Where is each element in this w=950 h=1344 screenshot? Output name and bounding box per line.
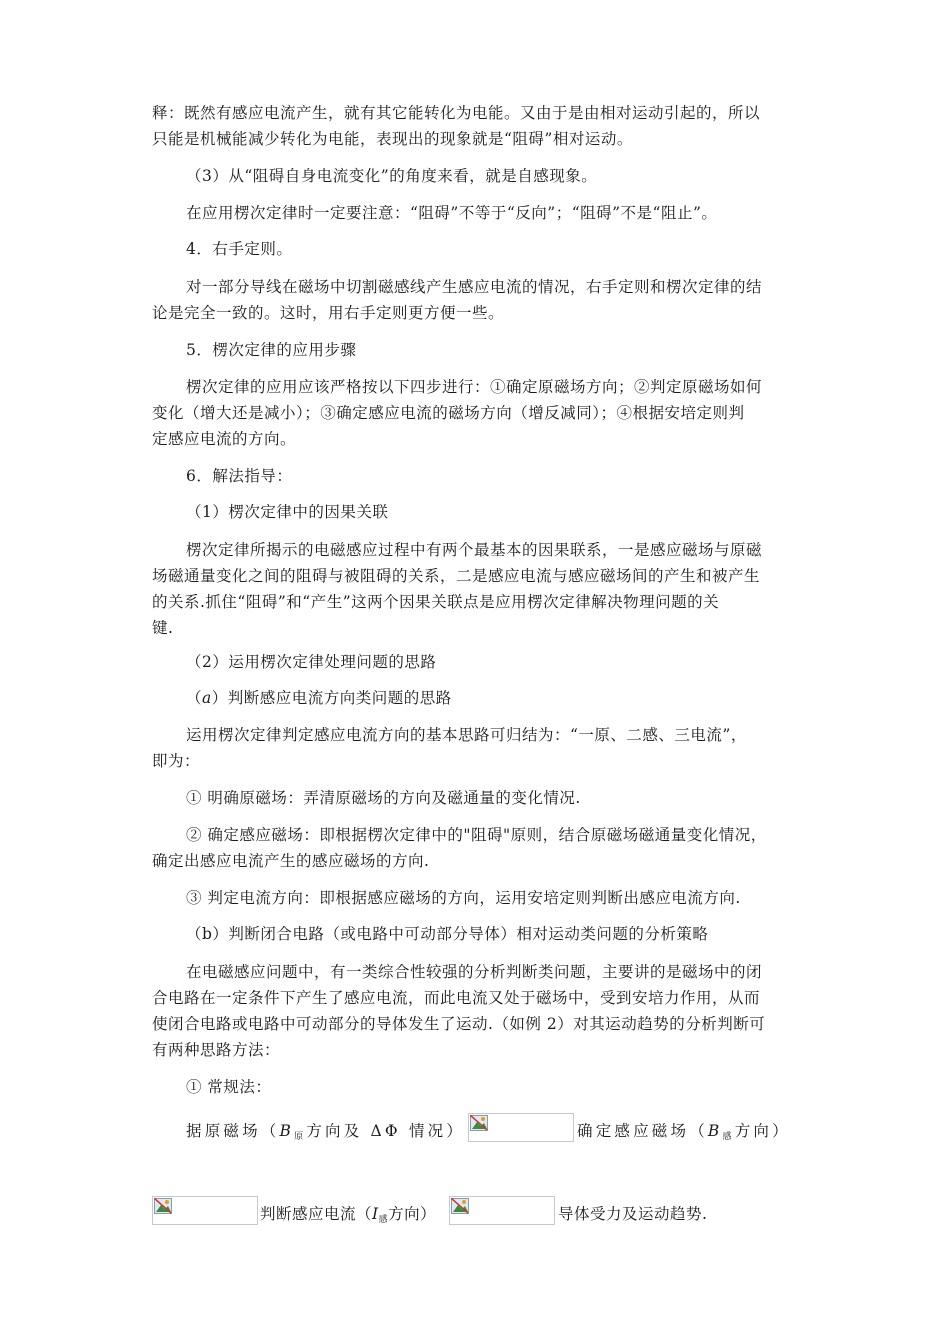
subsection-heading: （2）运用楞次定律处理问题的思路 (186, 653, 437, 671)
paragraph-line: 楞次定律的应用应该严格按以下四步进行：①确定原磁场方向；②判定原磁场如何 (186, 378, 763, 396)
subsection-heading: （a）判断感应电流方向类问题的思路 (186, 689, 452, 707)
broken-image-icon (152, 1196, 258, 1225)
formula-part-3: 判断感应电流（I感方向） (260, 1205, 437, 1225)
section-heading: 6．解法指导： (186, 467, 293, 485)
subsection-heading: （1）楞次定律中的因果关联 (186, 503, 389, 521)
formula-part-4: 导体受力及运动趋势. (558, 1205, 708, 1223)
paragraph-line: 在应用楞次定律时一定要注意：“阻碍”不等于“反向”；“阻碍”不是“阻止”。 (186, 204, 718, 222)
paragraph-line: 在电磁感应问题中，有一类综合性较强的分析判断类问题，主要讲的是磁场中的闭 (186, 963, 763, 981)
paragraph-line: 的关系.抓住“阻碍”和“产生”这两个因果关联点是应用楞次定律解决物理问题的关 (152, 593, 720, 611)
paragraph-line: 有两种思路方法： (152, 1041, 281, 1059)
paragraph-line: 即为： (152, 752, 201, 770)
paragraph-line: 论是完全一致的。这时，用右手定则更方便一些。 (152, 304, 505, 322)
list-item: ② 确定感应磁场：即根据楞次定律中的"阻碍"原则，结合原磁场磁通量变化情况， (186, 826, 767, 844)
section-heading: 4．右手定则。 (186, 240, 293, 258)
paragraph-line: （3）从“阻碍自身电流变化”的角度来看，就是自感现象。 (186, 167, 598, 185)
paragraph-line: 释：既然有感应电流产生，就有其它能转化为电能。又由于是由相对运动引起的，所以 (152, 104, 761, 122)
list-item: ① 常规法： (186, 1078, 272, 1096)
paragraph-line: 变化（增大还是减小）；③确定感应电流的磁场方向（增反减同）；④根据安培定则判 (152, 404, 745, 422)
paragraph-line: 只能是机械能减少转化为电能，表现出的现象就是“阻碍”相对运动。 (152, 130, 633, 148)
paragraph-line: 键. (152, 619, 174, 637)
broken-image-icon (468, 1113, 574, 1142)
paragraph-line: 合电路在一定条件下产生了感应电流，而此电流又处于磁场中，受到安培力作用，从而 (152, 989, 761, 1007)
formula-part-1: 据原磁场（B原方向及 ΔΦ 情况） (186, 1122, 466, 1142)
section-heading: 5．楞次定律的应用步骤 (186, 341, 357, 359)
broken-image-icon (449, 1196, 555, 1225)
paragraph-line: 对一部分导线在磁场中切割磁感线产生感应电流的情况，右手定则和楞次定律的结 (186, 278, 763, 296)
subsection-heading: （b）判断闭合电路（或电路中可动部分导体）相对运动类问题的分析策略 (186, 925, 709, 943)
paragraph-line: 确定出感应电流产生的感应磁场的方向. (152, 852, 430, 870)
paragraph-line: 定感应电流的方向。 (152, 430, 297, 448)
paragraph-line: 楞次定律所揭示的电磁感应过程中有两个最基本的因果联系，一是感应磁场与原磁 (186, 541, 763, 559)
paragraph-line: 使闭合电路或电路中可动部分的导体发生了运动.（如例 2）对其运动趋势的分析判断可 (152, 1015, 766, 1033)
list-item: ③ 判定电流方向：即根据感应磁场的方向，运用安培定则判断出感应电流方向. (186, 889, 741, 907)
list-item: ① 明确原磁场：弄清原磁场的方向及磁通量的变化情况. (186, 789, 581, 807)
paragraph-line: 场磁通量变化之间的阻碍与被阻碍的关系，二是感应电流与感应磁场间的产生和被产生 (152, 567, 761, 585)
paragraph-line: 运用楞次定律判定感应电流方向的基本思路可归结为：“一原、二感、三电流”， (186, 726, 747, 744)
formula-part-2: 确定感应磁场（B感方向） (577, 1122, 791, 1142)
